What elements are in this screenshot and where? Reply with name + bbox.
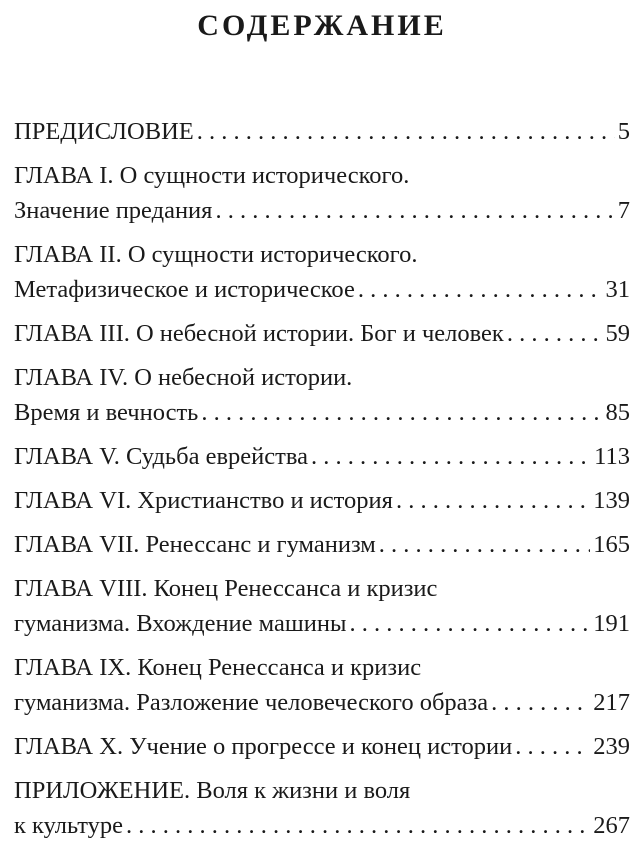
toc-page-number: 217 [593, 689, 630, 716]
toc-page-number: 267 [593, 812, 630, 839]
toc-entry-line [14, 685, 630, 720]
toc-entry-text: ГЛАВА VII. Ренессанс и гуманизм [14, 531, 376, 558]
toc-entry-line [14, 808, 630, 843]
toc-dot-leader [491, 685, 590, 720]
toc-entry-appendix[interactable] [14, 773, 630, 843]
toc-dot-leader [507, 316, 603, 351]
toc-page-number: 5 [617, 118, 630, 145]
toc-entry-chapter-8[interactable] [14, 571, 630, 641]
toc-page-number: 139 [593, 487, 630, 514]
toc-entry-text: ГЛАВА I. О сущности исторического. [14, 162, 410, 189]
toc-entry-text: Значение предания [14, 197, 213, 224]
toc-dot-leader [349, 606, 590, 641]
toc-entry-text: ПРИЛОЖЕНИЕ. Воля к жизни и воля [14, 777, 411, 804]
toc-entry-text: ГЛАВА II. О сущности исторического. [14, 241, 418, 268]
toc-entry-text: ГЛАВА VI. Христианство и история [14, 487, 393, 514]
toc-dot-leader [379, 527, 590, 562]
table-of-contents [14, 114, 630, 852]
toc-entry-text: гуманизма. Вхождение машины [14, 610, 347, 637]
toc-entry-text: ГЛАВА III. О небесной истории. Бог и человек [14, 320, 504, 347]
toc-entry-line [14, 729, 630, 764]
toc-entry-text: ГЛАВА X. Учение о прогрессе и конец истории [14, 733, 513, 760]
toc-entry-line [14, 439, 630, 474]
toc-dot-leader [515, 729, 590, 764]
toc-page-number: 113 [594, 443, 630, 470]
toc-dot-leader [396, 483, 590, 518]
toc-page-number: 85 [605, 399, 630, 426]
toc-entry-text: Метафизическое и историческое [14, 276, 355, 303]
toc-page-number: 191 [593, 610, 630, 637]
toc-entry-text: к культуре [14, 812, 123, 839]
toc-entry-chapter-6[interactable] [14, 483, 630, 518]
toc-entry-text: гуманизма. Разложение человеческого образа [14, 689, 489, 716]
toc-entry-chapter-4[interactable] [14, 360, 630, 430]
toc-entry-chapter-5[interactable] [14, 439, 630, 474]
toc-dot-leader [215, 193, 614, 228]
toc-dot-leader [358, 272, 603, 307]
toc-entry-chapter-9[interactable] [14, 650, 630, 720]
toc-entry-line [14, 527, 630, 562]
toc-entry-chapter-2[interactable] [14, 237, 630, 307]
toc-entry-line [14, 316, 630, 351]
toc-entry-line [14, 483, 630, 518]
toc-entry-line [14, 193, 630, 228]
toc-page-number: 165 [593, 531, 630, 558]
toc-entry-text: ПРЕДИСЛОВИЕ [14, 118, 194, 145]
toc-entry-text: ГЛАВА IV. О небесной истории. [14, 364, 353, 391]
toc-entry-line [14, 395, 630, 430]
toc-dot-leader [126, 808, 590, 843]
toc-entry-text: ГЛАВА VIII. Конец Ренессанса и кризис [14, 575, 438, 602]
toc-entry-text: ГЛАВА IX. Конец Ренессанса и кризис [14, 654, 422, 681]
toc-entry-line [14, 272, 630, 307]
toc-entry-line [14, 114, 630, 149]
toc-entry-chapter-1[interactable] [14, 158, 630, 228]
toc-entry-chapter-10[interactable] [14, 729, 630, 764]
toc-page-number: 7 [617, 197, 630, 224]
toc-page-number: 59 [605, 320, 630, 347]
toc-entry-chapter-3[interactable] [14, 316, 630, 351]
page-title: СОДЕРЖАНИЕ [197, 9, 447, 42]
toc-entry-line [14, 606, 630, 641]
toc-dot-leader [197, 114, 615, 149]
toc-entry-text: ГЛАВА V. Судьба еврейства [14, 443, 308, 470]
toc-dot-leader [201, 395, 602, 430]
toc-entry-preface[interactable] [14, 114, 630, 149]
toc-entry-text: Время и вечность [14, 399, 199, 426]
toc-dot-leader [311, 439, 591, 474]
toc-entry-chapter-7[interactable] [14, 527, 630, 562]
toc-page-number: 31 [605, 276, 630, 303]
toc-page-number: 239 [593, 733, 630, 760]
